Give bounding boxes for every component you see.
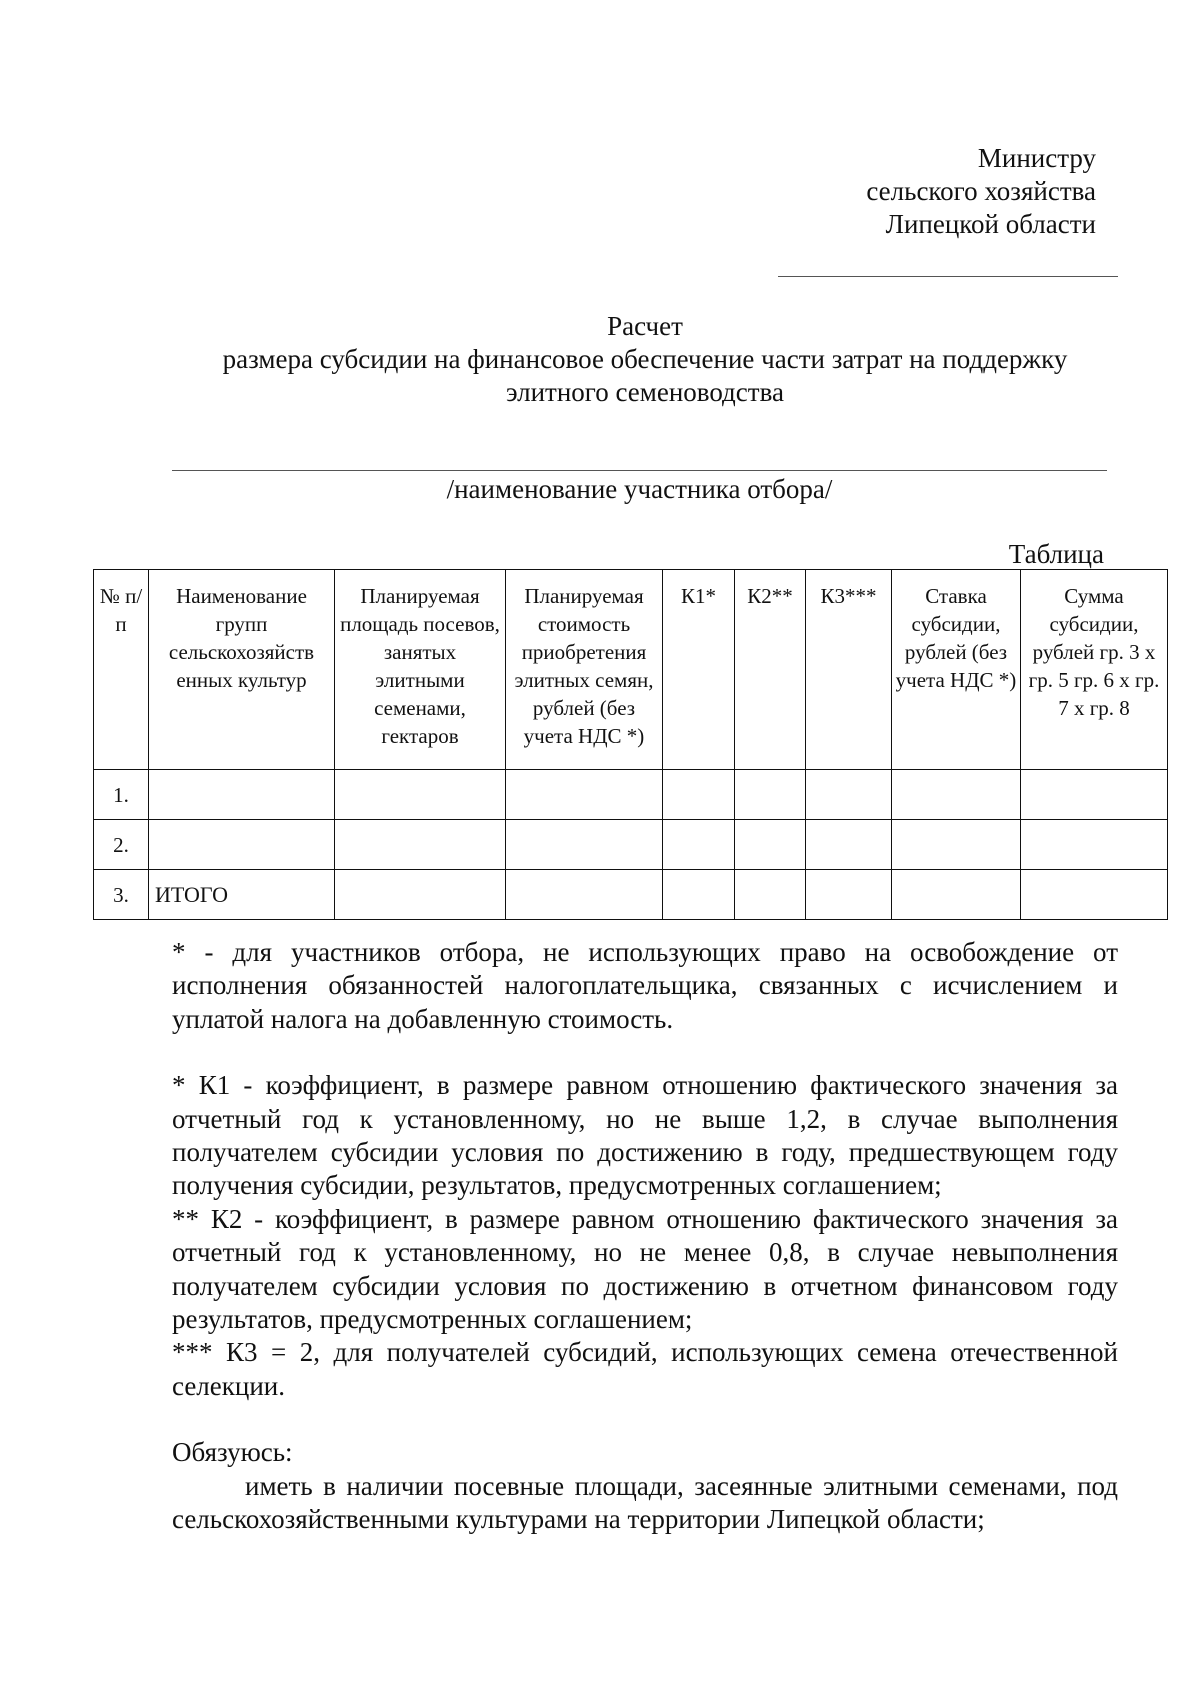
- header-k1: К1*: [663, 570, 735, 770]
- title-line-1: Расчет: [607, 311, 683, 341]
- title-line-2: размера субсидии на финансовое обеспечение части затрат на поддержку: [222, 344, 1068, 374]
- table-header-row: [94, 570, 1168, 770]
- header-crop-groups: Наименование групп сельскохозяйств енных культур: [149, 570, 335, 770]
- obligation-text: иметь в наличии посевные площади, засеянные элитными семенами, под сельскохозяйственными культурами на территории Липецкой области;: [172, 1470, 1118, 1535]
- addressee-line-3: Липецкой области: [885, 209, 1096, 239]
- row-cell: [663, 820, 735, 870]
- spacer: [172, 1403, 1118, 1436]
- row-number: 1.: [94, 770, 149, 820]
- row-cell: [663, 870, 735, 920]
- header-subsidy-sum: Сумма субсидии, рублей гр. 3 х гр. 5 гр. 6 х гр. 7 х гр. 8: [1021, 570, 1168, 770]
- row-cell: [663, 770, 735, 820]
- addressee-block: [866, 142, 1096, 241]
- row-cell: [735, 870, 806, 920]
- row-cell: [506, 820, 663, 870]
- row-cell: [1021, 820, 1168, 870]
- row-cell: [335, 820, 506, 870]
- title-line-3: элитного семеноводства: [506, 377, 784, 407]
- row-name: [149, 820, 335, 870]
- header-k2: К2**: [735, 570, 806, 770]
- table-caption: Таблица: [1008, 539, 1104, 569]
- row-cell: [506, 870, 663, 920]
- footnote-k2: ** К2 - коэффициент, в размере равном отношению фактического значения за отчетный год к установленному, но не менее 0,8, в случае невыполнения получателем субсидии условия по достижению в отчетном финансовом году результатов, предусмотренных соглашением;: [172, 1203, 1118, 1335]
- footnote-vat: * - для участников отбора, не использующих право на освобождение от исполнения обязанностей налогоплательщика, связанных с исчислением и уплатой налога на добавленную стоимость.: [172, 937, 1118, 1034]
- row-number: 2.: [94, 820, 149, 870]
- row-cell: [892, 870, 1021, 920]
- subsidy-table: [93, 569, 1168, 920]
- footnote-k1: * К1 - коэффициент, в размере равном отношению фактического значения за отчетный год к установленному, но не выше 1,2, в случае выполнения получателем субсидии условия по достижению в году, предшествующем году получения субсидии, результатов, предусмотренных соглашением;: [172, 1070, 1118, 1201]
- document-title: [170, 310, 1120, 409]
- row-cell: [735, 820, 806, 870]
- row-cell: [806, 870, 892, 920]
- table-row: [94, 770, 1168, 820]
- row-cell: [335, 870, 506, 920]
- row-cell: [1021, 770, 1168, 820]
- row-cell: [506, 770, 663, 820]
- addressee-line-1: Министру: [977, 143, 1096, 173]
- footnote-k3: *** К3 = 2, для получателей субсидий, использующих семена отечественной селекции.: [172, 1337, 1118, 1401]
- row-total-label: ИТОГО: [149, 870, 335, 920]
- row-cell: [806, 820, 892, 870]
- row-cell: [1021, 870, 1168, 920]
- row-cell: [892, 770, 1021, 820]
- row-cell: [735, 770, 806, 820]
- row-number: 3.: [94, 870, 149, 920]
- row-name: [149, 770, 335, 820]
- addressee-line-2: сельского хозяйства: [866, 176, 1096, 206]
- participant-caption: /наименование участника отбора/: [446, 474, 833, 504]
- table-row-total: [94, 870, 1168, 920]
- header-planned-area: Планируемая площадь посевов, занятых элитными семенами, гектаров: [335, 570, 506, 770]
- header-k3: К3***: [806, 570, 892, 770]
- footnotes-block: [172, 936, 1118, 1537]
- table-row: [94, 820, 1168, 870]
- row-cell: [335, 770, 506, 820]
- row-cell: [892, 820, 1021, 870]
- participant-name-line: [172, 470, 1107, 471]
- header-subsidy-rate: Ставка субсидии, рублей (без учета НДС *): [892, 570, 1021, 770]
- obligation-title: Обязуюсь:: [172, 1437, 293, 1468]
- header-number: № п/п: [94, 570, 149, 770]
- spacer: [172, 1036, 1118, 1069]
- addressee-signature-line: [778, 276, 1118, 277]
- header-planned-cost: Планируемая стоимость приобретения элитных семян, рублей (без учета НДС *): [506, 570, 663, 770]
- row-cell: [806, 770, 892, 820]
